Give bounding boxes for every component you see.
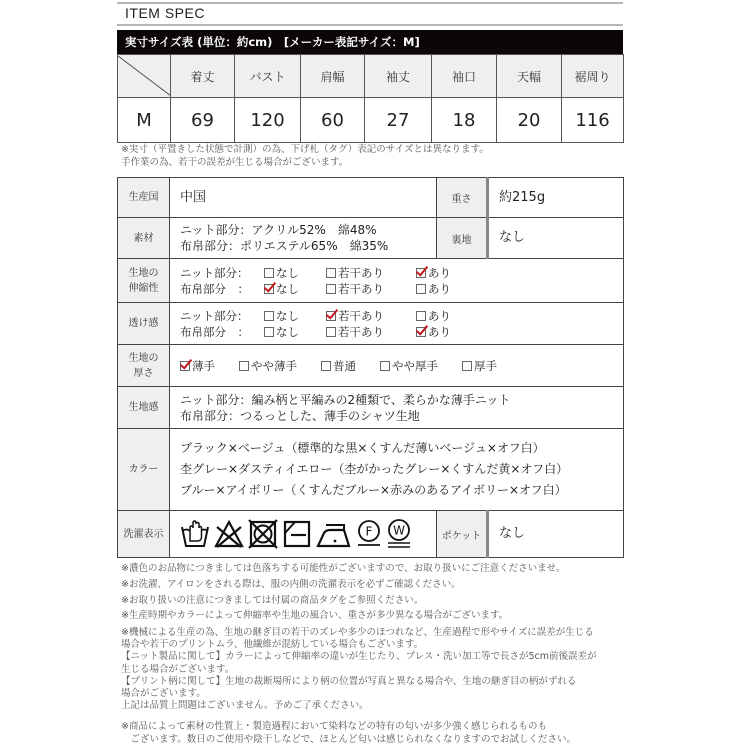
pocket-label: ポケット bbox=[437, 511, 488, 558]
stretch-knit-row bbox=[180, 265, 622, 281]
texture-label: 生地感 bbox=[118, 387, 170, 429]
pocket-value: なし bbox=[488, 511, 624, 558]
column-header: 裾周り bbox=[562, 55, 624, 98]
lining-label: 裏地 bbox=[437, 218, 488, 259]
label-line: 伸縮性 bbox=[128, 282, 159, 294]
thickness-label bbox=[118, 345, 170, 387]
size-value: 20 bbox=[497, 98, 562, 143]
size-value: 69 bbox=[171, 98, 235, 143]
part-label: 布帛部分 ： bbox=[180, 324, 249, 339]
spec-row-origin bbox=[118, 178, 624, 218]
label-line: 生地の bbox=[128, 352, 159, 364]
texture-line: ニット部分：編み柄と平編みの2種類で、柔らかな薄手ニット bbox=[180, 392, 511, 407]
iron-low-icon bbox=[316, 519, 352, 549]
option-text: あり bbox=[428, 308, 451, 323]
hand-wash-icon bbox=[180, 519, 210, 549]
checkbox-none[interactable] bbox=[264, 281, 326, 297]
option-text: 若干あり bbox=[338, 265, 384, 280]
checkbox-none[interactable] bbox=[264, 265, 326, 281]
size-note-line: ※実寸（平置きした状態で計測）の為、下げ札（タグ）表記のサイズとは異なります。 bbox=[121, 144, 489, 155]
checkbox-unchecked-icon bbox=[416, 284, 426, 294]
size-value: 116 bbox=[562, 98, 624, 143]
checkbox-slight[interactable] bbox=[326, 265, 416, 281]
color-line: ブルー×アイボリー（くすんだブルー×赤みのあるアイボリー×オフ白） bbox=[180, 483, 567, 497]
thickness-row bbox=[180, 358, 622, 374]
svg-text:F: F bbox=[365, 524, 373, 539]
size-value: 120 bbox=[235, 98, 301, 143]
note-line: 【ニット製品に関して】カラーによって伸縮率の違いが生じたり、プレス・洗い加工等で長さが5cm前後誤差が bbox=[121, 651, 597, 663]
size-table-caption: 実寸サイズ表 (単位：約cm) [メーカー表記サイズ：M] bbox=[117, 30, 623, 54]
checkbox-unchecked-icon bbox=[462, 361, 472, 371]
size-note bbox=[121, 143, 489, 169]
checkbox-unchecked-icon bbox=[326, 327, 336, 337]
option-text: なし bbox=[276, 281, 299, 296]
option-text: なし bbox=[276, 324, 299, 339]
color-value bbox=[170, 429, 624, 511]
checkbox-slight[interactable] bbox=[326, 324, 416, 340]
material-value bbox=[170, 218, 437, 259]
care-icon-row bbox=[180, 519, 435, 549]
option-text: あり bbox=[428, 265, 451, 280]
sheer-options bbox=[170, 303, 624, 345]
checkbox-yes[interactable] bbox=[416, 308, 451, 324]
checkbox-slightly-thin[interactable] bbox=[239, 358, 297, 374]
spec-row-stretch bbox=[118, 259, 624, 303]
note-line: ※濃色のお品物につきましては色落ちする可能性がございますので、お取り扱いにご注意くださいませ。 bbox=[121, 563, 566, 574]
checkmark-icon bbox=[180, 361, 190, 371]
sheer-label: 透け感 bbox=[118, 303, 170, 345]
checkbox-none[interactable] bbox=[264, 324, 326, 340]
checkmark-icon bbox=[416, 268, 426, 278]
checkbox-unchecked-icon bbox=[239, 361, 249, 371]
checkbox-unchecked-icon bbox=[321, 361, 331, 371]
option-text: 普通 bbox=[333, 358, 356, 373]
part-label: ニット部分： bbox=[180, 265, 249, 280]
svg-text:W: W bbox=[393, 523, 405, 538]
checkmark-icon bbox=[326, 311, 336, 321]
care-label: 洗濯表示 bbox=[118, 511, 170, 558]
size-table bbox=[117, 54, 624, 143]
option-text: やや厚手 bbox=[392, 358, 438, 373]
column-header: 天幅 bbox=[497, 55, 562, 98]
top-divider bbox=[117, 2, 623, 4]
section-title: ITEM SPEC bbox=[125, 5, 205, 21]
option-text: 若干あり bbox=[338, 324, 384, 339]
stretch-label bbox=[118, 259, 170, 303]
note-line: ※生産時期やカラーによって伸縮率や生地の風合い、重さが多少異なる場合がございます。 bbox=[121, 610, 509, 622]
care-icons bbox=[170, 511, 437, 558]
size-header-row bbox=[118, 55, 624, 98]
weight-label: 重さ bbox=[437, 178, 488, 218]
no-tumble-dry-icon bbox=[248, 519, 278, 549]
care-notes bbox=[121, 562, 621, 746]
origin-label: 生産国 bbox=[118, 178, 170, 218]
note-line: ございます。数日のご使用や陰干しなどで、ほとんど匂いは感じられなくなりますのでお試しください。 bbox=[121, 734, 577, 746]
spec-row-color bbox=[118, 429, 624, 511]
checkbox-yes[interactable] bbox=[416, 281, 451, 297]
weight-value: 約215g bbox=[488, 178, 624, 218]
column-header: 肩幅 bbox=[301, 55, 365, 98]
checkbox-slight[interactable] bbox=[326, 281, 416, 297]
production-notes bbox=[121, 627, 621, 712]
checkbox-unchecked-icon bbox=[326, 268, 336, 278]
size-value: 60 bbox=[301, 98, 365, 143]
size-value: 27 bbox=[365, 98, 432, 143]
note-line: ※機械による生産の為、生地の継ぎ目の若干のズレや多少のほつれなど、生産過程で形やサイズに誤差が生じる bbox=[121, 626, 594, 638]
title-divider bbox=[117, 24, 623, 26]
note-line: ※商品によって素材の性質上・製造過程において染料などの特有の匂いが多少強く感じられるものも bbox=[121, 721, 547, 733]
checkbox-thin[interactable] bbox=[180, 358, 215, 374]
texture-value bbox=[170, 387, 624, 429]
checkbox-unchecked-icon bbox=[380, 361, 390, 371]
lining-value: なし bbox=[488, 218, 624, 259]
option-text: あり bbox=[428, 281, 451, 296]
checkbox-slight[interactable] bbox=[326, 308, 416, 324]
spec-row-material bbox=[118, 218, 624, 259]
sheer-knit-row bbox=[180, 308, 622, 324]
checkmark-icon bbox=[416, 327, 426, 337]
note-line: 【プリント柄に関して】生地の裁断場所により柄の位置が写真と異なる場合や、生地の継ぎ目の柄がずれる bbox=[121, 675, 577, 687]
size-value: 18 bbox=[432, 98, 497, 143]
no-bleach-icon bbox=[214, 519, 244, 549]
spec-row-texture bbox=[118, 387, 624, 429]
checkmark-icon bbox=[264, 284, 274, 294]
color-line: ブラック×ベージュ（標準的な黒×くすんだ薄いベージュ×オフ白） bbox=[180, 441, 545, 455]
option-text: あり bbox=[428, 324, 451, 339]
texture-line: 布帛部分：つるっとした、薄手のシャツ生地 bbox=[180, 408, 420, 423]
part-label: ニット部分： bbox=[180, 308, 249, 323]
checkbox-yes[interactable] bbox=[416, 324, 451, 340]
origin-value: 中国 bbox=[170, 178, 437, 218]
column-header: 袖口 bbox=[432, 55, 497, 98]
checkbox-unchecked-icon bbox=[416, 311, 426, 321]
material-line: ニット部分：アクリル52% 綿48% bbox=[180, 223, 377, 237]
material-line: 布帛部分：ポリエステル65% 綿35% bbox=[180, 239, 389, 253]
stretch-woven-row bbox=[180, 281, 622, 297]
wet-clean-w-icon bbox=[386, 519, 412, 549]
spec-row-care bbox=[118, 511, 624, 558]
thickness-options bbox=[170, 345, 624, 387]
checkbox-unchecked-icon bbox=[264, 327, 274, 337]
label-line: 生地の bbox=[128, 267, 159, 279]
option-text: 若干あり bbox=[338, 308, 384, 323]
option-text: 若干あり bbox=[338, 281, 384, 296]
checkbox-normal[interactable] bbox=[321, 358, 356, 374]
part-label: 布帛部分 ： bbox=[180, 281, 249, 296]
checkbox-unchecked-icon bbox=[264, 268, 274, 278]
dry-flat-shade-icon bbox=[282, 519, 312, 549]
spec-table bbox=[117, 177, 624, 558]
column-header: 着丈 bbox=[171, 55, 235, 98]
note-line: 上記は品質上問題はございません。予めご了承ください。 bbox=[121, 700, 369, 712]
checkbox-yes[interactable] bbox=[416, 265, 451, 281]
size-note-line: 手作業の為、若干の誤差が生じる場合がございます。 bbox=[121, 157, 349, 168]
spec-row-thickness bbox=[118, 345, 624, 387]
note-line: ※お洗濯、アイロンをされる際は、服の内側の洗濯表示を必ずご確認ください。 bbox=[121, 578, 461, 590]
checkbox-slightly-thick[interactable] bbox=[380, 358, 438, 374]
column-header: 袖丈 bbox=[365, 55, 432, 98]
stretch-options bbox=[170, 259, 624, 303]
sheer-woven-row bbox=[180, 324, 622, 340]
label-line: 厚さ bbox=[133, 367, 154, 379]
checkbox-none[interactable] bbox=[264, 308, 326, 324]
option-text: 薄手 bbox=[192, 358, 215, 373]
size-row bbox=[118, 98, 624, 143]
dry-clean-f-icon bbox=[356, 519, 382, 549]
option-text: やや薄手 bbox=[251, 358, 297, 373]
checkbox-unchecked-icon bbox=[326, 284, 336, 294]
option-text: なし bbox=[276, 265, 299, 280]
note-line: 場合がございます。 bbox=[121, 687, 206, 699]
note-line: ※お取り扱いの注意につきましては付属の商品タグをご参照ください。 bbox=[121, 594, 424, 606]
option-text: なし bbox=[276, 308, 299, 323]
checkbox-unchecked-icon bbox=[264, 311, 274, 321]
material-label: 素材 bbox=[118, 218, 170, 259]
option-text: 厚手 bbox=[474, 358, 497, 373]
note-line: 生じる場合がございます。 bbox=[121, 663, 235, 675]
spec-row-sheer bbox=[118, 303, 624, 345]
color-line: 杢グレー×ダスティイエロー（杢がかったグレー×くすんだ黄×オフ白） bbox=[180, 462, 569, 476]
odor-note bbox=[121, 720, 621, 746]
column-header: バスト bbox=[235, 55, 301, 98]
diagonal-cell bbox=[118, 55, 171, 98]
checkbox-thick[interactable] bbox=[462, 358, 497, 374]
color-label: カラー bbox=[118, 429, 170, 511]
size-label: M bbox=[118, 98, 171, 143]
note-line: 場合や若干のプリントムラ、他繊維が混紡している場合もございます。 bbox=[121, 639, 424, 651]
